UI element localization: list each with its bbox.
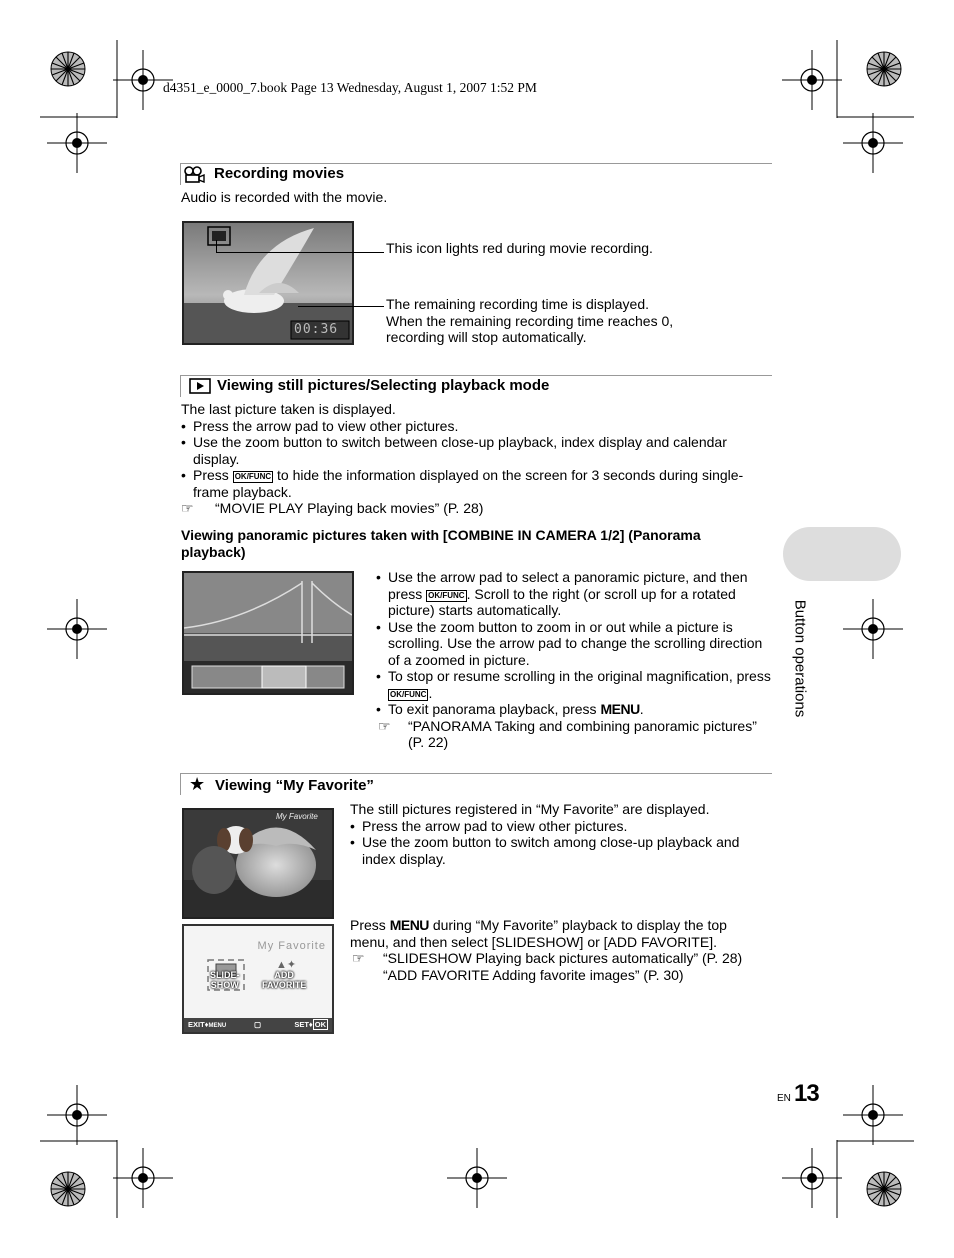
- panorama-screen-photo: [182, 571, 354, 695]
- favorite-body: The still pictures registered in “My Favorite” are displayed. • Press the arrow pad to view other pictures. • Use the zoom button to switch among close-up playback and index display.: [350, 801, 770, 867]
- reference-hand-icon: ☞: [378, 717, 391, 734]
- my-favorite-photo-label: My Favorite: [276, 812, 318, 821]
- menu-screen-footer: EXIT♦MENU ▢ SET♦ OK: [184, 1018, 332, 1032]
- page-lang: EN: [777, 1093, 791, 1104]
- callout-movie-icon: This icon lights red during movie recording.: [386, 240, 653, 256]
- movie-camera-icon: [182, 166, 206, 184]
- section-title-my-favorite: Viewing “My Favorite”: [215, 777, 374, 794]
- star-icon: ★: [189, 774, 206, 794]
- panorama-body: • Use the arrow pad to select a panoramic picture, and then press OK/FUNC . Scroll to the right (or scroll up for a rotated picture) starts automatically. • Use the zoom button to zoom in or out while a picture is scrolling. Use the arrow pad to change the scrolling direction of a zoomed in picture. • To stop or resume scrolling in the original magnification, press OK/FUNC . • To exit panorama playback, press MENU. ☞ “PANORAMA Taking and combining panoramic pictures” (P. 22): [376, 569, 771, 751]
- page-number: 13: [794, 1080, 819, 1107]
- menu-item-add-favorite: ADD FAVORITE: [262, 970, 307, 990]
- zoom-icon: ▢: [254, 1020, 262, 1029]
- add-favorite-icon: ▲✦: [276, 959, 297, 971]
- movies-intro: Audio is recorded with the movie.: [181, 189, 388, 205]
- playback-icon: [189, 378, 211, 394]
- section-title-viewing: Viewing still pictures/Selecting playback mode: [217, 377, 550, 394]
- side-tab-label: Button operations: [791, 599, 809, 718]
- section-title-recording-movies: Recording movies: [214, 165, 345, 182]
- menu-screen-title: My Favorite: [257, 940, 326, 952]
- menu-button-glyph: MENU: [389, 917, 429, 933]
- menu-button-glyph: MENU: [600, 701, 640, 717]
- ok-func-button-glyph: OK/FUNC: [234, 472, 272, 481]
- my-favorite-photo: [182, 808, 334, 919]
- remaining-time-readout: 00:36: [294, 322, 339, 337]
- menu-item-slideshow: SLIDE- SHOW: [210, 970, 240, 990]
- ok-func-button-glyph: OK/FUNC: [428, 590, 465, 600]
- panorama-heading: Viewing panoramic pictures taken with [COMBINE IN CAMERA 1/2] (Panorama playback): [181, 527, 701, 560]
- my-favorite-menu-screen: [182, 924, 334, 1034]
- callout-remaining-time: The remaining recording time is displayed. When the remaining recording time reaches 0, recording will stop automatically.: [386, 296, 674, 345]
- ok-func-button-glyph: OK/FUNC: [390, 689, 427, 699]
- reference-hand-icon: ☞: [352, 950, 365, 966]
- favorite-menu-text: Press MENU during “My Favorite” playback to display the top menu, and then select [SLIDESHOW] or [ADD FAVORITE]. ☞ “SLIDESHOW Playing back pictures automatically” (P. 28) “ADD FAVORITE Adding favorite images” (P. 30): [350, 917, 743, 983]
- viewing-body: The last picture taken is displayed. • Press the arrow pad to view other pictures. • Use the zoom button to switch between close-up playback, index display and calendar display. • Press OK/FUNC to hide the information displayed on the screen for 3 seconds during single-frame playback. ☞ “MOVIE PLAY Playing back movies” (P. 28): [181, 401, 761, 517]
- book-info-header: d4351_e_0000_7.book Page 13 Wednesday, August 1, 2007 1:52 PM: [163, 80, 537, 95]
- reference-hand-icon: ☞: [181, 500, 194, 516]
